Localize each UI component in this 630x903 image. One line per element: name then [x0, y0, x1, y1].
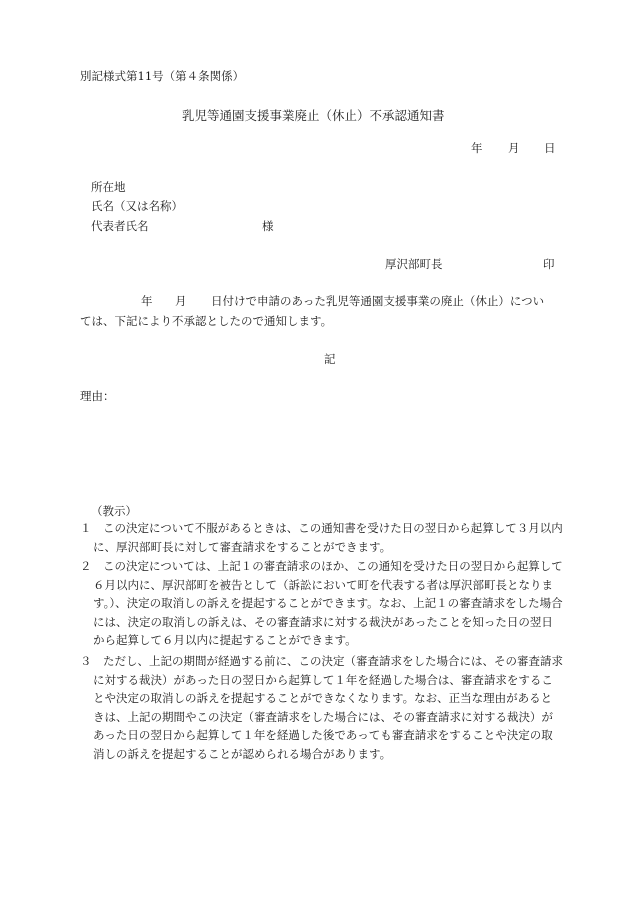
name-label: 氏名（又は名称） — [91, 199, 183, 213]
issuer-title: 厚沢部町長 — [385, 257, 443, 271]
address-label: 所在地 — [91, 180, 126, 194]
body-year: 年 — [141, 294, 153, 308]
body-line-1: 日付けで申請のあった乳児等通園支援事業の廃止（休止）につい — [211, 294, 545, 308]
notice-item-3: ３ ただし、上記の期間が経過する前に、この決定（審査請求をした場合には、その審査請求に対する裁決）があった日の翌日から起算して１年を経過した場合は、審査請求をすることや決定の取消しの訴えを提起することができなくなります。なお、正当な理由があるときは、上記の期間やこの決定（審査請求をした場合には、その審査請求に対する裁決）があった日の翌日から起算して１年を経過した後であっても審査請求をすることや決定の取消しの訴えを提起することが認められる場合があります。 — [80, 654, 563, 761]
date-year: 年 — [471, 141, 483, 155]
date-day: 日 — [544, 141, 556, 155]
ki-marker: 記 — [324, 352, 336, 366]
honorific: 様 — [262, 219, 274, 233]
notice-item-1: １ この決定について不服があるときは、この通知書を受けた日の翌日から起算して３月以内に、厚沢部町長に対して審査請求をすることができます。 — [80, 521, 563, 554]
notice-item-2: ２ この決定については、上記１の審査請求のほか、この通知を受けた日の翌日から起算して６月以内に、厚沢部町を被告として（訴訟において町を代表する者は厚沢部町長となります。）、決定の取消しの訴えを提起することができます。なお、上記１の審査請求をした場合には、決定の取消しの訴えは、その審査請求に対する裁決があったことを知った日の翌日から起算して６月以内に提起することができます。 — [80, 559, 563, 647]
document-title: 乳児等通園支援事業廃止（休止）不承認通知書 — [182, 108, 445, 123]
body-month: 月 — [175, 294, 187, 308]
body-line-2: ては、下記により不承認としたので通知します。 — [80, 314, 333, 328]
date-month: 月 — [508, 141, 520, 155]
form-number: 別記様式第11号（第４条関係） — [80, 69, 245, 83]
reason-label: 理由： — [80, 389, 115, 403]
representative-label: 代表者氏名 — [91, 219, 149, 233]
seal-mark: 印 — [543, 257, 555, 271]
notice-heading: （教示） — [91, 504, 137, 518]
